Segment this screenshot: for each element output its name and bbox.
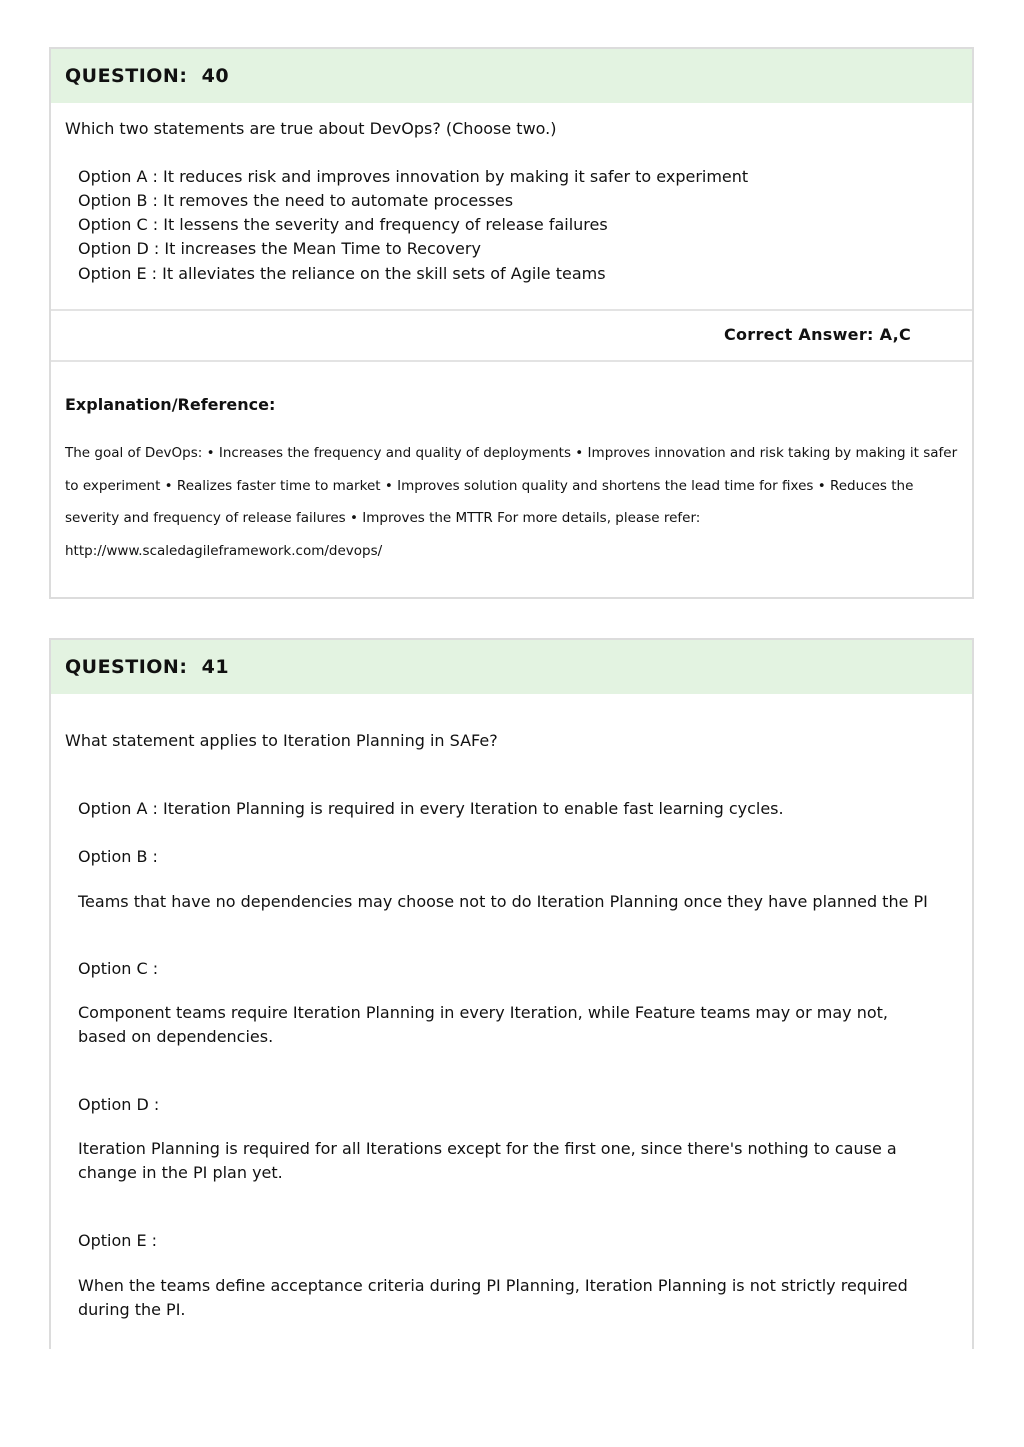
question-header xyxy=(51,640,972,694)
question-text: Which two statements are true about DevOps? (Choose two.) xyxy=(65,119,557,138)
option-d: Option D : It increases the Mean Time to Recovery xyxy=(78,239,481,258)
option-b-label: Option B : xyxy=(78,847,158,866)
correct-answer: Correct Answer: A,C xyxy=(723,325,911,344)
option-d-text: Iteration Planning is required for all Iterations except for the first one, since there's nothing to cause a change in the PI plan yet. xyxy=(78,1139,897,1182)
option-d-label: Option D : xyxy=(78,1095,160,1114)
option-e-text: When the teams define acceptance criteria during PI Planning, Iteration Planning is not strictly required during the PI. xyxy=(78,1276,908,1319)
question-card-40 xyxy=(49,47,974,599)
option-c-text: Component teams require Iteration Planning in every Iteration, while Feature teams may or may not, based on dependencies. xyxy=(78,1003,888,1046)
question-header xyxy=(51,49,972,103)
divider xyxy=(51,360,972,362)
option-a: Option A : Iteration Planning is required in every Iteration to enable fast learning cycles. xyxy=(78,799,784,818)
option-c: Option C : It lessens the severity and frequency of release failures xyxy=(78,215,608,234)
question-card-41 xyxy=(49,638,974,1349)
option-b: Option B : It removes the need to automate processes xyxy=(78,191,514,210)
option-e-label: Option E : xyxy=(78,1231,158,1250)
question-heading: QUESTION: 41 xyxy=(65,656,230,678)
option-e: Option E : It alleviates the reliance on the skill sets of Agile teams xyxy=(78,264,606,283)
option-b-text: Teams that have no dependencies may choose not to do Iteration Planning once they have planned the PI xyxy=(78,892,928,911)
explanation-title: Explanation/Reference: xyxy=(65,395,276,414)
divider xyxy=(51,309,972,311)
explanation-text: The goal of DevOps: • Increases the frequency and quality of deployments • Improves innovation and risk taking by making it safer to experiment • Realizes faster time to market • Improves solution quality and shortens the lead time for fixes • Reduces the severity and frequency of release failures • Improves the MTTR For more details, please refer: http://www.scaledagileframework.com/devops/ xyxy=(65,445,958,559)
question-text: What statement applies to Iteration Planning in SAFe? xyxy=(65,731,498,750)
question-heading: QUESTION: 40 xyxy=(65,65,230,87)
option-a: Option A : It reduces risk and improves innovation by making it safer to experiment xyxy=(78,167,749,186)
option-c-label: Option C : xyxy=(78,959,159,978)
